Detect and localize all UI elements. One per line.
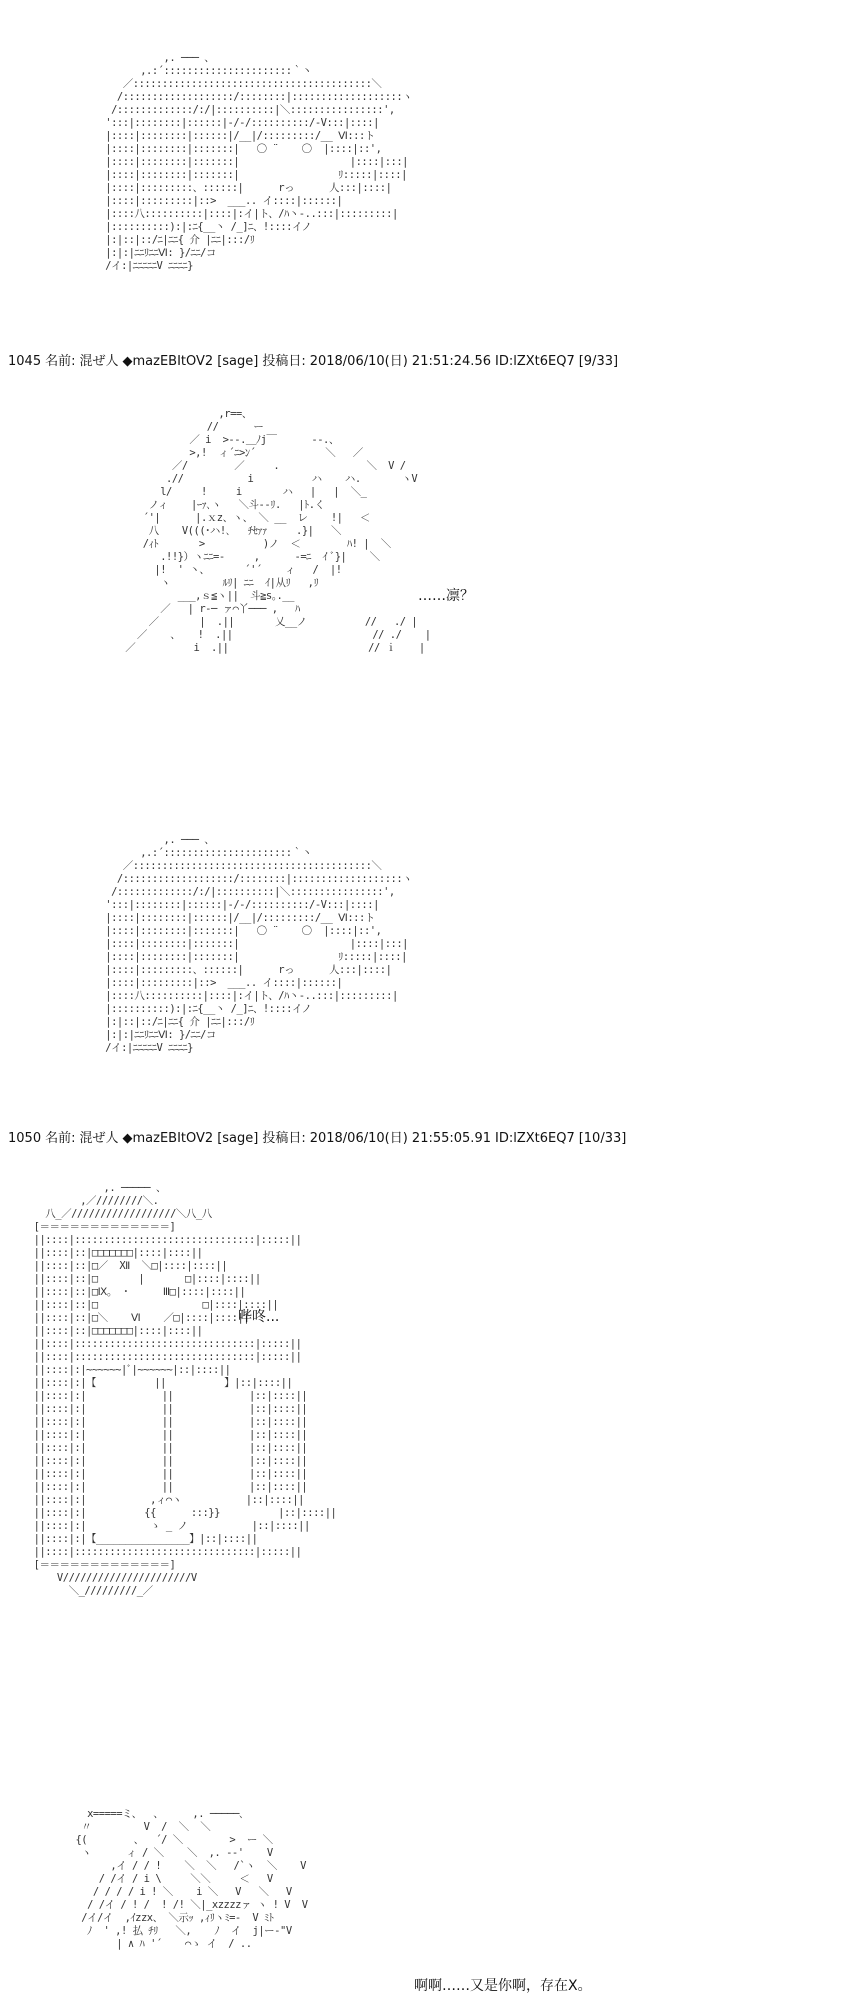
post-header-1045 <box>8 350 622 369</box>
dialogue-clock-sound: 哔咚... <box>238 1309 280 1325</box>
ascii-art-girl-portrait-2: ,. ─── 、 ,.:´::::::::::::::::::::::｀丶 ／:::::::::::::::::::::::::::::::::::::::::＼ /:::::::::::::::::::/::::::::|:::::::::::::::::::ヽ /:::::::::::::/:/|::::::::::|＼::::::::::::::::', ':::|::::::::|::::::|-/‐/::::::::::/‐V:::|::::| |::::|::::::::|::::::|/__|/:::::::::/__ Ⅵ:::ト |::::|::::::::|:::::::| 〇 ¨ 〇 |::::|::', |::::|::::::::|:::::::| |::::|:::| |::::|::::::::|:::::::| ﾘ:::::|::::| |::::|:::::::::、::::::| rっ 人:::|::::| |::::|:::::::::|::> ___.. イ::::|::::::| |::::八::::::::::|::::|:イ|ト、/ﾊ丶-..:::|:::::::::| |::::::::::):|:ﾆ{__丶 /_]ﾆ、!::::イノ |:|::|::/ﾆ|ﾆﾆ{ 介 |ﾆﾆ|:::/ﾘ |:|:|ﾆﾆﾘﾆﾆⅥ: }/ﾆﾆ/コ /イ:|ﾆﾆﾆﾆﾆV ﾆﾆﾆﾆ} <box>105 834 413 1054</box>
post-page: [10/33] <box>578 1131 627 1146</box>
name-label: 名前: <box>45 354 76 369</box>
ascii-art-character-looking-down: x=====ミ、 、 ,. ─────､ 〃 V / ＼ ＼ {( 、 ´/ ＼ > ー ＼ ヽ ィ / ＼ ＼ ,. -‐' V ,イ / / ! ＼ ＼ /`ヽ ＼ V / /イ / i \ ＼＼ ＜ V / / / / i ! ＼ i ＼ V ＼ V / /イ / ! / ! /! ＼|_xzzzzァ ヽ ! V V /イ/イ ,ｲzzx、 ＼示ｯ ,ｨﾘヽﾐ=- V ﾐﾄ ﾉ ' ,! 払 ﾁﾘ ＼, ﾉ イ j|ー‐"V | ∧ ﾊ '´ ⌒ゝ イ / .. <box>75 1808 308 1950</box>
date-label: 投稿日: <box>262 1131 306 1146</box>
ascii-art-grandfather-clock: ,. ───── 、 ,／////////＼. 八_／//////////////////＼八_八 [＝＝＝＝＝＝＝＝＝＝＝＝＝] ||::::|:::::::::::::::::::::::::::::::|:::::|| ||::::|::|□□□□□□□|::::|::::|| ||::::|::|□／ XⅡ ＼□|::::|::::|| ||::::|::|□ | □|::::|::::|| ||::::|::|□Ⅸ｡ ･ Ⅲ□|::::|::::|| ||::::|::|□ □|::::|::::|| ||::::|::|□＼ Ⅵ ／□|::::|::::|| ||::::|::|□□□□□□□|::::|::::|| ||::::|:::::::::::::::::::::::::::::::|:::::|| ||::::|:::::::::::::::::::::::::::::::|:::::|| ||::::|:|~~~~~~|ﾞ|~~~~~~|::|::::|| ||::::|:|【 || 】|::|::::|| ||::::|:| || |::|::::|| ||::::|:| || |::|::::|| ||::::|:| || |::|::::|| ||::::|:| || |::|::::|| ||::::|:| || |::|::::|| ||::::|:| || |::|::::|| ||::::|:| || |::|::::|| ||::::|:| || |::|::::|| ||::::|:| ,ィ⌒ヽ |::|::::|| ||::::|:| {{ :::}} |::|::::|| ||::::|:| ゝ _ ノ |::|::::|| ||::::|:|【________________】|::|::::|| ||::::|:::::::::::::::::::::::::::::::|:::::|| [＝＝＝＝＝＝＝＝＝＝＝＝＝] V//////////////////////V ＼_/////////_／ <box>33 1182 337 1597</box>
poster-trip: ◆mazEBItOV2 <box>122 354 214 369</box>
post-number: 1050 <box>8 1131 42 1146</box>
dialogue-rin: ……凛？ <box>418 588 474 604</box>
ascii-art-girl-portrait-1: ,. ─── 、 ,.:´::::::::::::::::::::::｀丶 ／:::::::::::::::::::::::::::::::::::::::::＼ /:::::::::::::::::::/::::::::|:::::::::::::::::::ヽ /:::::::::::::/:/|::::::::::|＼::::::::::::::::', ':::|::::::::|::::::|-/‐/::::::::::/‐V:::|::::| |::::|::::::::|::::::|/__|/:::::::::/__ Ⅵ:::ト |::::|::::::::|:::::::| 〇 ¨ 〇 |::::|::', |::::|::::::::|:::::::| |::::|:::| |::::|::::::::|:::::::| ﾘ:::::|::::| |::::|:::::::::、::::::| rっ 人:::|::::| |::::|:::::::::|::> ___.. イ::::|::::::| |::::八::::::::::|::::|:イ|ト、/ﾊ丶-..:::|:::::::::| |::::::::::):|:ﾆ{__丶 /_]ﾆ、!::::イノ |:|::|::/ﾆ|ﾆﾆ{ 介 |ﾆﾆ|:::/ﾘ |:|:|ﾆﾆﾘﾆﾆⅥ: }/ﾆﾆ/コ /イ:|ﾆﾆﾆﾆﾆV ﾆﾆﾆﾆ} <box>105 52 413 272</box>
post-date: 2018/06/10(日) 21:55:05.91 <box>309 1131 491 1146</box>
poster-id: ID:lZXt6EQ7 <box>494 354 575 369</box>
poster-id: ID:lZXt6EQ7 <box>494 1131 575 1146</box>
poster-mail: [sage] <box>217 1131 259 1146</box>
post-date: 2018/06/10(日) 21:51:24.56 <box>309 354 491 369</box>
date-label: 投稿日: <box>262 354 306 369</box>
name-label: 名前: <box>45 1131 76 1146</box>
post-number: 1045 <box>8 354 42 369</box>
poster-name: 混ぜ人 <box>79 354 119 369</box>
dialogue-existence-x: 啊啊……又是你啊，存在X。 <box>414 1978 592 1994</box>
post-header-1050 <box>8 1127 630 1146</box>
poster-mail: [sage] <box>217 354 259 369</box>
poster-trip: ◆mazEBItOV2 <box>122 1131 214 1146</box>
post-page: [9/33] <box>578 354 619 369</box>
poster-name: 混ぜ人 <box>79 1131 119 1146</box>
ascii-art-spiky-character: ,r==、 // ー ／ i >‐-.＿ﾉj￣ ‐‐.、 >,! ィ´ﾆ>ﾝ´ ＼ ／ ／/ ／ . ＼ V / .// i ハ ハ. ヽV l/ ! i ハ | | ＼_ ノィ |ｰｧ､ヽ ＼斗‐‐ﾘ. |ﾄ.く ´'| |.ｘz、ヽ、 ＼ __ レ !| ＜ 八 V(((･ハ!､ ﾁｾｧｧ .}| ＼ /ｨﾄ > )ノ ＜ ﾊ! | ＼ .!!}）ヽﾆﾆ=- , -=ﾆ ｲ ﾞ}| ＼ |! ' 丶、 ´'´ ィ / |! ヽ ﾙﾘ| ﾆﾆ ｲ|从ﾘ ,ﾘ ___,ｓ≦ヽ|| 斗≧s｡.__ ／ | r‐─ ァ⌒丫─── , ﾊ ／ | .|| 乂__ノ // ./ | ／ 、 ! .|| // ./ | ／ i .|| // ｉ | <box>125 408 431 654</box>
